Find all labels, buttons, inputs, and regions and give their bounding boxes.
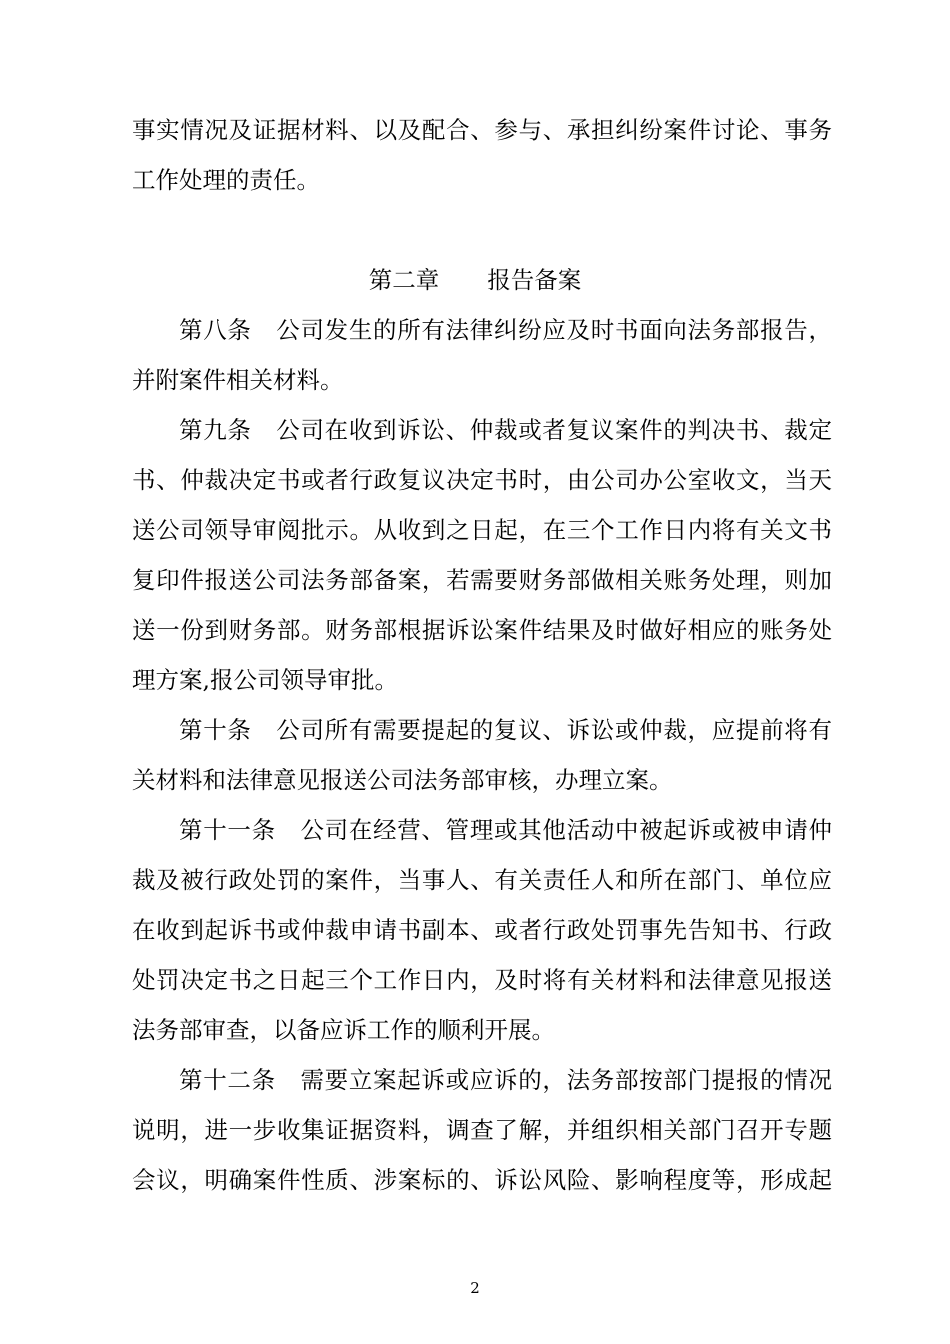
article-11-line-1: 第十一条 公司在经营、管理或其他活动中被起诉或被申请仲 [179,816,833,844]
article-11-line-3: 在收到起诉书或仲裁申请书副本、或者行政处罚事先告知书、行政 [132,916,832,944]
chapter-title: 报告备案 [487,266,582,294]
article-label: 第九条 [179,416,252,444]
article-9-line-3: 送公司领导审阅批示。从收到之日起，在三个工作日内将有关文书 [132,516,832,544]
article-8-line-2: 并附案件相关材料。 [132,366,344,394]
article-8-line-1: 第八条 公司发生的所有法律纠纷应及时书面向法务部报告， [179,316,833,344]
paragraph-line: 事实情况及证据材料、以及配合、参与、承担纠纷案件讨论、事务 [132,116,832,144]
article-11-line-5: 法务部审查，以备应诉工作的顺利开展。 [132,1016,555,1044]
article-label: 第八条 [179,316,252,344]
article-label: 第十一条 [179,816,276,844]
chapter-number: 第二章 [368,266,440,294]
article-12-line-2: 说明，进一步收集证据资料，调查了解，并组织相关部门召开专题 [132,1116,832,1144]
article-label: 第十条 [179,716,252,744]
article-12-line-1: 第十二条 需要立案起诉或应诉的，法务部按部门提报的情况 [179,1066,833,1094]
article-10-line-1: 第十条 公司所有需要提起的复议、诉讼或仲裁，应提前将有 [179,716,833,744]
article-9-line-1: 第九条 公司在收到诉讼、仲裁或者复议案件的判决书、裁定 [179,416,833,444]
paragraph-line: 工作处理的责任。 [132,166,320,194]
article-label: 第十二条 [179,1066,276,1094]
article-12-line-3: 会议，明确案件性质、涉案标的、诉讼风险、影响程度等，形成起 [132,1166,832,1194]
page-number: 2 [470,1279,480,1297]
article-11-line-2: 裁及被行政处罚的案件，当事人、有关责任人和所在部门、单位应 [132,866,832,894]
article-9-line-6: 理方案,报公司领导审批。 [132,666,398,694]
article-9-line-4: 复印件报送公司法务部备案，若需要财务部做相关账务处理，则加 [132,566,832,594]
article-10-line-2: 关材料和法律意见报送公司法务部审核，办理立案。 [132,766,673,794]
article-9-line-5: 送一份到财务部。财务部根据诉讼案件结果及时做好相应的账务处 [132,616,832,644]
chapter-heading [0,255,950,305]
article-9-line-2: 书、仲裁决定书或者行政复议决定书时，由公司办公室收文，当天 [132,466,832,494]
article-11-line-4: 处罚决定书之日起三个工作日内，及时将有关材料和法律意见报送 [132,966,832,994]
